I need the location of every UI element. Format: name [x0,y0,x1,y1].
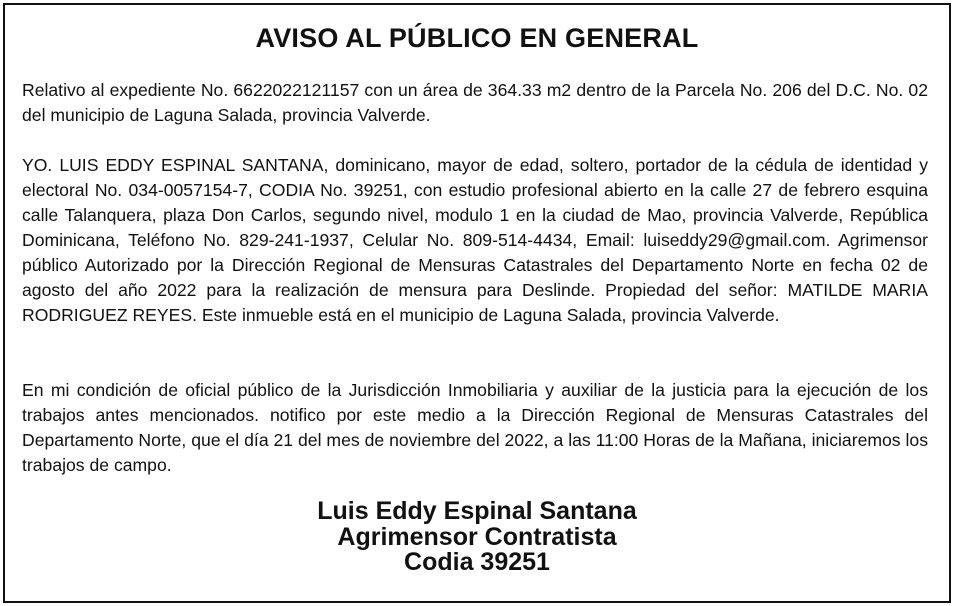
paragraph-file-reference: Relativo al expediente No. 6622022121157 con un área de 364.33 m2 dentro de la Parcela No. 206 del D.C. No. 02 del municipio de Laguna Salada, provincia Valverde. [22,80,928,125]
public-notice [3,3,951,603]
signature-codia: Codia 39251 [404,548,550,576]
signature-role: Agrimensor Contratista [337,522,617,551]
signature-name: Luis Eddy Espinal Santana [317,497,637,525]
paragraph-notification: En mi condición de oficial público de la Jurisdicción Inmobiliaria y auxiliar de la justicia para la ejecución de los trabajos antes mencionados. notifico por este medio a la Dirección Regional de Mensuras Catastrales del Departamento Norte, que el día 21 del mes de noviembre del 2022, a las 11:00 Horas de la Mañana, iniciaremos los trabajos de campo. [22,380,928,475]
paragraph-surveyor-statement: YO. LUIS EDDY ESPINAL SANTANA, dominicano, mayor de edad, soltero, portador de la cédula de identidad y electoral No. 034-0057154-7, CODIA No. 39251, con estudio profesional abierto en la calle 27 de febrero esquina calle Talanquera, plaza Don Carlos, segundo nivel, modulo 1 en la ciudad de Mao, provincia Valverde, República Dominicana, Teléfono No. 829-241-1937, Celular No. 809-514-4434, Email: luiseddy29@gmail.com. Agrimensor público Autorizado por la Dirección Regional de Mensuras Catastrales del Departamento Norte en fecha 02 de agosto del año 2022 para la realización de mensura para Deslinde. Propiedad del señor: MATILDE MARIA RODRIGUEZ REYES. Este inmueble está en el municipio de Laguna Salada, provincia Valverde. [22,155,928,325]
signature-block [5,499,949,576]
notice-title: AVISO AL PÚBLICO EN GENERAL [255,23,699,53]
